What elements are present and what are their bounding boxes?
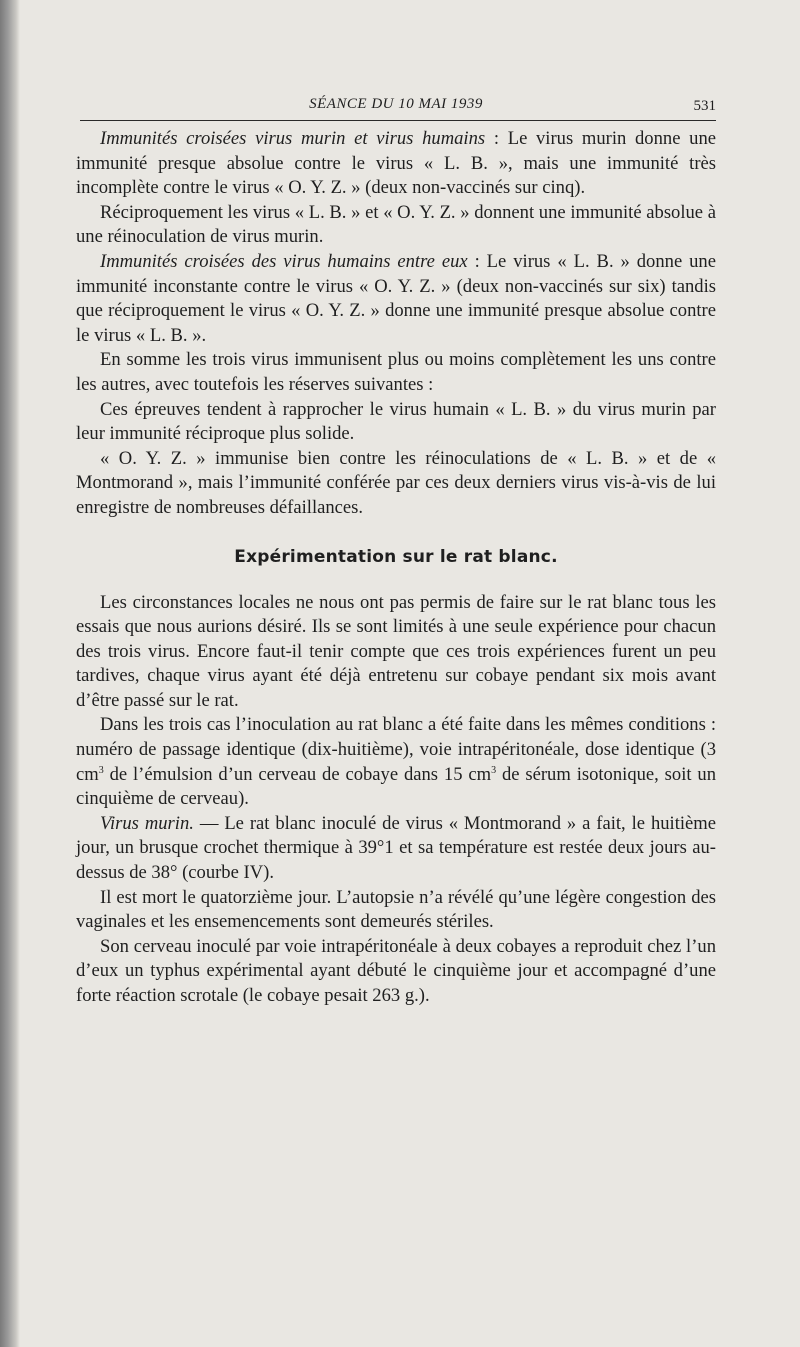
paragraph-text: de sérum isotonique, soit un cinquième de cerveau). bbox=[76, 763, 717, 810]
page-number: 531 bbox=[693, 98, 716, 114]
paragraph bbox=[76, 127, 716, 201]
italic-lead: Virus murin. bbox=[100, 812, 194, 834]
paragraph: En somme les trois virus immunisent plus ou moins complètement les uns contre les autres, avec toutefois les réserves suivantes : bbox=[76, 349, 716, 395]
book-page bbox=[76, 92, 716, 1009]
superscript: 3 bbox=[491, 764, 497, 776]
paragraph: Il est mort le quatorzième jour. L’autopsie n’a révélé qu’une légère congestion des vaginales et les ensemencements sont demeurés stériles. bbox=[76, 886, 716, 933]
paragraph-text: de l’émulsion d’un cerveau de cobaye dans 15 cm bbox=[103, 763, 492, 785]
paragraph-text: : Le virus murin donne une immunité presque absolue contre le virus « L. B. », mais une immunité très incomplète contre le virus « O. Y. Z. » (deux non-vaccinés sur cinq). bbox=[76, 128, 717, 199]
paragraph-text: — Le rat blanc inoculé de virus « Montmorand » a fait, le huitième jour, un brusque crochet thermique à 39°1 et sa température est restée deux jours au-dessus de 38° (courbe IV). bbox=[76, 812, 717, 884]
paragraph: « O. Y. Z. » immunise bien contre les réinoculations de « L. B. » et de « Montmorand », mais l’immunité conférée par ces deux derniers virus vis-à-vis de lui enregistre de nombreuses défaillances. bbox=[76, 447, 716, 518]
paragraph: Ces épreuves tendent à rapprocher le virus humain « L. B. » du virus murin par leur immunité réciproque plus solide. bbox=[76, 398, 716, 445]
paragraph bbox=[76, 250, 716, 348]
italic-lead: Immunités croisées des virus humains entre eux bbox=[100, 250, 468, 272]
superscript: 3 bbox=[98, 764, 104, 776]
paragraph: Réciproquement les virus « L. B. » et « O. Y. Z. » donnent une immunité absolue à une réinoculation de virus murin. bbox=[76, 201, 716, 248]
section-heading: Expérimentation sur le rat blanc. bbox=[234, 546, 558, 567]
italic-lead: Immunités croisées virus murin et virus humains bbox=[100, 128, 486, 149]
header-rule bbox=[80, 120, 716, 121]
body-text-part1 bbox=[76, 127, 716, 521]
paragraph: Les circonstances locales ne nous ont pas permis de faire sur le rat blanc tous les essais que nous aurions désiré. Ils se sont limités à une seule expérience pour chacun des trois virus. Encore faut-il tenir compte que ces trois expériences furent un peu tardives, chaque virus ayant été déjà entretenu sur cobaye pendant six mois avant d’être passé sur le rat. bbox=[76, 591, 716, 711]
paragraph-text: Dans les trois cas l’inoculation au rat blanc a été faite dans les mêmes conditions : numéro de passage identique (dix-huitième), voie intrapéritonéale, dose identique (3 cm bbox=[76, 714, 716, 785]
paragraph bbox=[76, 812, 716, 886]
page-header bbox=[76, 92, 716, 118]
running-title: SÉANCE DU 10 MAI 1939 bbox=[309, 96, 483, 112]
paragraph bbox=[76, 713, 716, 811]
body-text-part2 bbox=[76, 591, 716, 1009]
paragraph: Son cerveau inoculé par voie intrapéritonéale à deux cobayes a reproduit chez l’un d’eux un typhus expérimental ayant débuté le cinquième jour et accompagné d’une forte réaction scrotale (le cobaye pesait 263 g.). bbox=[76, 935, 716, 1006]
page-binding-shadow bbox=[0, 0, 20, 1347]
paragraph-text: : Le virus « L. B. » donne une immunité inconstante contre le virus « O. Y. Z. » (deux non-vaccinés sur six) tandis que réciproquement le virus « O. Y. Z. » donne une immunité presque absolue contre le virus « L. B. ». bbox=[76, 250, 716, 346]
